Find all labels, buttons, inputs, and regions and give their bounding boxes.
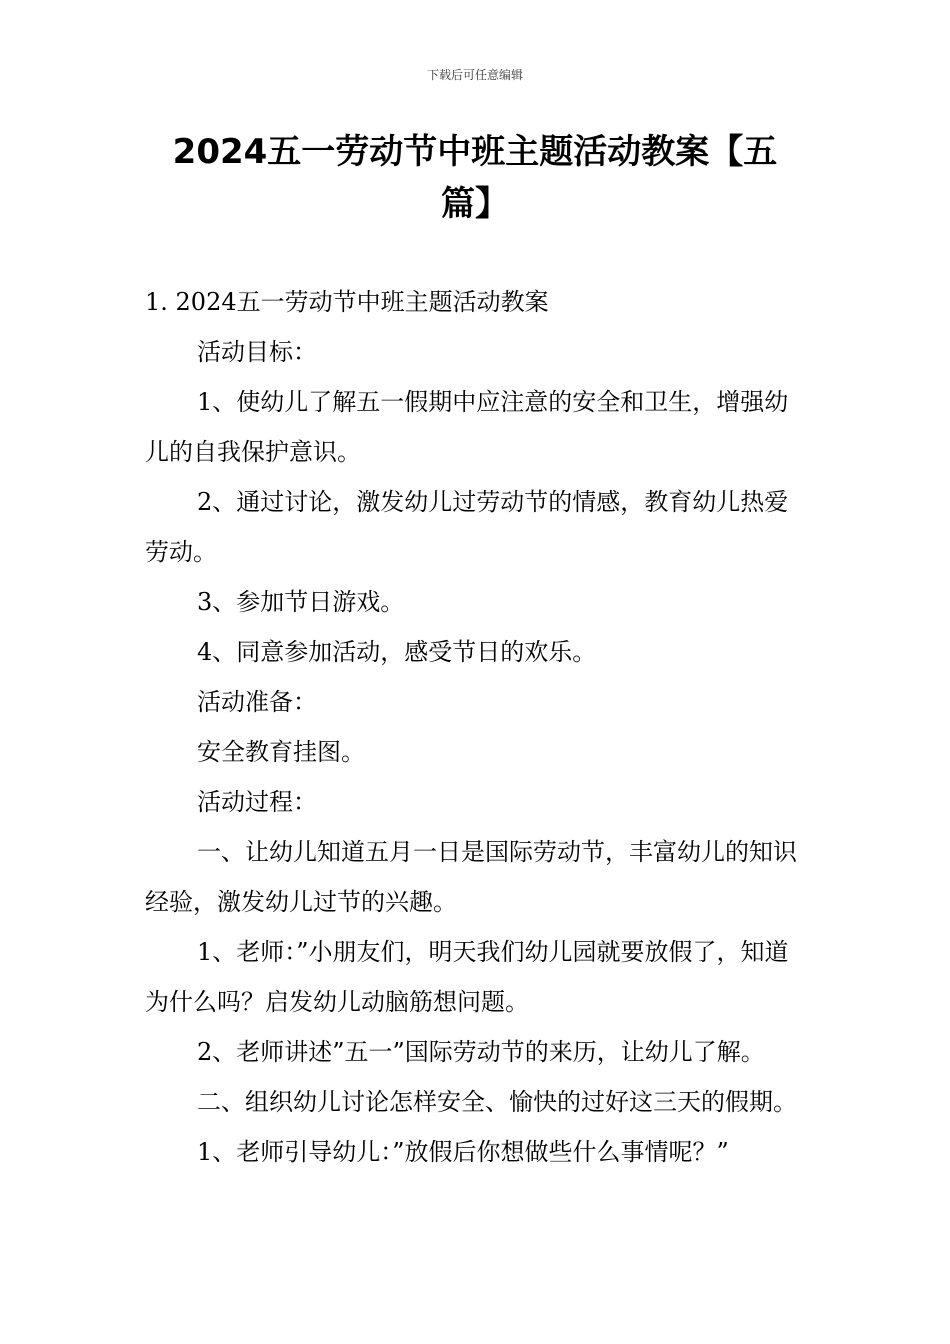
paragraph-process-step-1: 一、让幼儿知道五月一日是国际劳动节，丰富幼儿的知识经验，激发幼儿过节的兴趣。 bbox=[145, 838, 797, 916]
section-heading: 1. 2024五一劳动节中班主题活动教案 bbox=[145, 288, 549, 316]
paragraph-objectives-heading: 活动目标： bbox=[197, 338, 317, 366]
paragraph-process-step-2: 二、组织幼儿讨论怎样安全、愉快的过好这三天的假期。 bbox=[197, 1088, 797, 1116]
paragraph-process-heading: 活动过程： bbox=[197, 788, 317, 816]
paragraph-objective-2: 2、通过讨论，激发幼儿过劳动节的情感，教育幼儿热爱劳动。 bbox=[145, 488, 789, 566]
paragraph-preparation-item: 安全教育挂图。 bbox=[197, 738, 365, 766]
paragraph-objective-3: 3、参加节日游戏。 bbox=[197, 588, 405, 616]
document-title: 2024五一劳动节中班主题活动教案【五篇】 bbox=[172, 132, 778, 224]
document-body bbox=[145, 277, 807, 1177]
header-note: 下载后可任意编辑 bbox=[426, 68, 523, 82]
paragraph-preparation-heading: 活动准备： bbox=[197, 688, 317, 716]
paragraph-objective-1: 1、使幼儿了解五一假期中应注意的安全和卫生，增强幼儿的自我保护意识。 bbox=[145, 388, 789, 466]
paragraph-process-step-1-1: 1、老师：”小朋友们，明天我们幼儿园就要放假了，知道为什么吗？启发幼儿动脑筋想问题。 bbox=[145, 938, 789, 1016]
paragraph-process-step-1-2: 2、老师讲述”五一”国际劳动节的来历，让幼儿了解。 bbox=[197, 1038, 765, 1066]
paragraph-objective-4: 4、同意参加活动，感受节日的欢乐。 bbox=[197, 638, 597, 666]
paragraph-process-step-2-1: 1、老师引导幼儿：”放假后你想做些什么事情呢？” bbox=[197, 1138, 729, 1166]
